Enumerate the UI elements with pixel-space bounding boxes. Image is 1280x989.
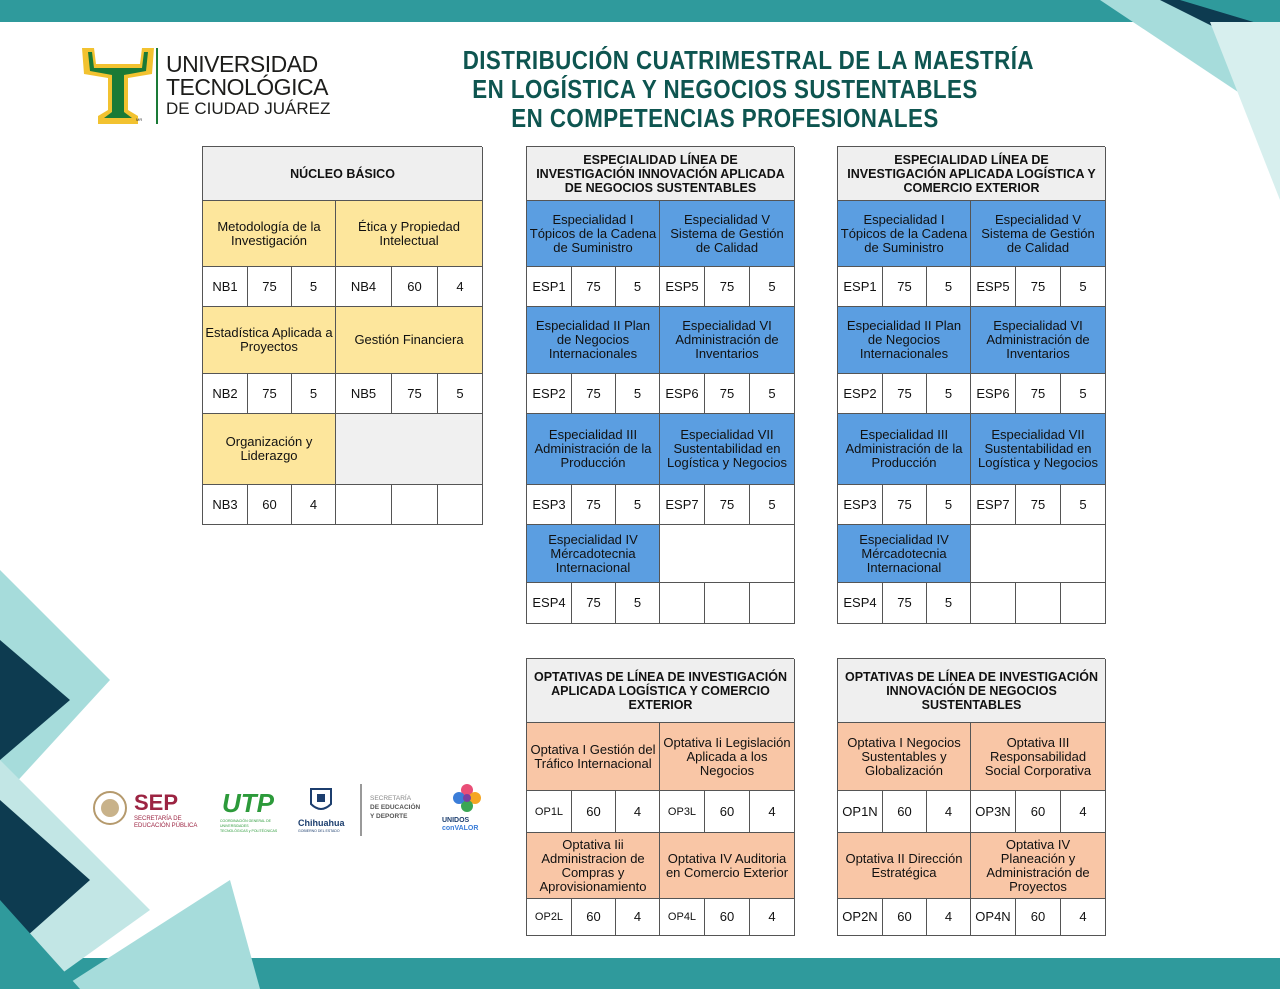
utp-subtitle <box>220 819 300 834</box>
divider <box>360 784 362 836</box>
subject-code: OP1N <box>838 791 883 833</box>
chihuahua-subtitle: GOBIERNO DEL ESTADO <box>298 829 340 833</box>
unidos-line1: UNIDOS <box>442 817 470 824</box>
subject-hours: 60 <box>705 791 750 833</box>
subject-hours: 75 <box>883 374 927 414</box>
subject-code: ESP4 <box>527 583 572 624</box>
subject-credits: 5 <box>750 374 795 414</box>
subject-credits: 5 <box>1061 267 1106 307</box>
subject-code: OP3N <box>971 791 1016 833</box>
subject-hours: 75 <box>572 583 616 624</box>
sec-line2: DE EDUCACIÓN <box>370 804 421 811</box>
subject-cell: Organización y Liderazgo <box>203 414 336 485</box>
page-title <box>462 45 1034 133</box>
subject-credits: 5 <box>927 374 971 414</box>
sep-logo: SEP <box>134 790 179 815</box>
mexico-seal-icon <box>92 790 128 826</box>
subject-code: ESP7 <box>660 485 705 525</box>
subject-cell: Gestión Financiera <box>336 307 483 374</box>
subject-code: OP2N <box>838 899 883 936</box>
subject-credits: 4 <box>927 899 971 936</box>
subject-hours: 75 <box>572 485 616 525</box>
subject-hours: 75 <box>392 374 438 414</box>
subject-hours: 60 <box>1016 791 1061 833</box>
subject-code: OP1L <box>527 791 572 833</box>
subject-hours: 75 <box>1016 267 1061 307</box>
subject-credits: 4 <box>292 485 336 525</box>
optativas-innovacion-table <box>837 658 1105 936</box>
subject-hours: 75 <box>1016 374 1061 414</box>
subject-cell: Especialidad IV Mércadotecnia Internacional <box>838 525 971 583</box>
subject-code: OP4L <box>660 899 705 936</box>
subject-credits: 5 <box>292 267 336 307</box>
footer-logos <box>88 778 508 848</box>
subject-cell: Optativa Iii Administracion de Compras y Aprovisionamiento <box>527 833 660 899</box>
table-header: ESPECIALIDAD LÍNEA DE INVESTIGACIÓN APLICADA LOGÍSTICA Y COMERCIO EXTERIOR <box>838 147 1106 201</box>
empty-cell <box>1061 583 1106 624</box>
subject-code: OP3L <box>660 791 705 833</box>
subject-cell: Especialidad VI Administración de Inventarios <box>660 307 795 374</box>
utp-sub2: TECNOLÓGICAS y POLITÉCNICAS <box>220 829 278 833</box>
empty-cell <box>971 525 1106 583</box>
subject-hours: 75 <box>883 583 927 624</box>
subject-cell: Optativa II Dirección Estratégica <box>838 833 971 899</box>
subject-hours: 60 <box>1016 899 1061 936</box>
subject-cell: Estadística Aplicada a Proyectos <box>203 307 336 374</box>
subject-credits: 5 <box>616 267 660 307</box>
subject-code: ESP5 <box>971 267 1016 307</box>
especialidad-logistica-table <box>837 146 1105 624</box>
subject-hours: 75 <box>572 374 616 414</box>
subject-credits: 4 <box>750 791 795 833</box>
subject-credits: 4 <box>616 899 660 936</box>
subject-credits: 5 <box>1061 485 1106 525</box>
table-header: OPTATIVAS DE LÍNEA DE INVESTIGACIÓN APLICADA LOGÍSTICA Y COMERCIO EXTERIOR <box>527 659 795 723</box>
subject-cell: Especialidad V Sistema de Gestión de Calidad <box>971 201 1106 267</box>
subject-code: NB5 <box>336 374 392 414</box>
subject-credits: 5 <box>438 374 483 414</box>
especialidad-innovacion-table <box>526 146 794 624</box>
subject-credits: 5 <box>1061 374 1106 414</box>
subject-code: ESP2 <box>527 374 572 414</box>
optativas-logistica-table <box>526 658 794 936</box>
unidos-logo <box>442 817 478 833</box>
subject-code: ESP6 <box>971 374 1016 414</box>
subject-code: ESP1 <box>838 267 883 307</box>
subject-cell: Especialidad III Administración de la Producción <box>838 414 971 485</box>
subject-code: NB1 <box>203 267 248 307</box>
table-header: ESPECIALIDAD LÍNEA DE INVESTIGACIÓN INNOVACIÓN APLICADA DE NEGOCIOS SUSTENTABLES <box>527 147 795 201</box>
subject-hours: 75 <box>883 485 927 525</box>
subject-hours: 75 <box>248 374 292 414</box>
empty-cell <box>750 583 795 624</box>
subject-cell: Especialidad III Administración de la Producción <box>527 414 660 485</box>
subject-credits: 5 <box>616 485 660 525</box>
subject-cell: Especialidad II Plan de Negocios Internacionales <box>527 307 660 374</box>
subject-hours: 60 <box>248 485 292 525</box>
subject-hours: 75 <box>705 485 750 525</box>
chihuahua-shield-icon <box>308 786 334 816</box>
subject-cell: Optativa III Responsabilidad Social Corporativa <box>971 723 1106 791</box>
subject-hours: 60 <box>572 791 616 833</box>
subject-credits: 4 <box>616 791 660 833</box>
subject-hours: 60 <box>883 791 927 833</box>
subject-code: ESP5 <box>660 267 705 307</box>
subject-code: NB3 <box>203 485 248 525</box>
subject-hours: 60 <box>392 267 438 307</box>
chihuahua-logo: Chihuahua <box>298 818 345 828</box>
subject-hours: 75 <box>248 267 292 307</box>
subject-credits: 5 <box>927 485 971 525</box>
subject-credits: 5 <box>292 374 336 414</box>
university-line1: UNIVERSIDAD <box>166 51 318 77</box>
sep-sub1: SECRETARÍA DE <box>134 816 182 822</box>
subject-code: OP2L <box>527 899 572 936</box>
subject-code: ESP6 <box>660 374 705 414</box>
subject-hours: 60 <box>705 899 750 936</box>
subject-hours: 75 <box>572 267 616 307</box>
subject-credits: 5 <box>927 267 971 307</box>
subject-code: ESP3 <box>838 485 883 525</box>
subject-credits: 4 <box>927 791 971 833</box>
subject-credits: 4 <box>1061 899 1106 936</box>
subject-cell: Especialidad IV Mércadotecnia Internacional <box>527 525 660 583</box>
subject-cell: Especialidad VII Sustentabilidad en Logística y Negocios <box>660 414 795 485</box>
subject-code: ESP3 <box>527 485 572 525</box>
utp-sub1: COORDINACIÓN GENERAL DE UNIVERSIDADES <box>220 819 272 828</box>
subject-cell: Optativa I Negocios Sustentables y Globalización <box>838 723 971 791</box>
unidos-flower-icon <box>452 782 482 814</box>
title-line2: EN LOGÍSTICA Y NEGOCIOS SUSTENTABLES <box>472 74 978 104</box>
subject-hours: 75 <box>705 374 750 414</box>
subject-hours: 75 <box>1016 485 1061 525</box>
subject-credits: 5 <box>750 267 795 307</box>
title-line1: DISTRIBUCIÓN CUATRIMESTRAL DE LA MAESTRÍA <box>462 45 1034 75</box>
sec-line3: Y DEPORTE <box>370 813 408 820</box>
sep-sub2: EDUCACIÓN PÚBLICA <box>134 823 198 829</box>
registered-mark: MR <box>136 117 143 122</box>
secretaria-logo <box>370 794 420 821</box>
empty-cell <box>392 485 438 525</box>
university-name <box>166 53 330 118</box>
subject-cell: Especialidad VI Administración de Inventarios <box>971 307 1106 374</box>
subject-code: NB4 <box>336 267 392 307</box>
empty-cell <box>705 583 750 624</box>
subject-code: OP4N <box>971 899 1016 936</box>
subject-cell: Metodología de la Investigación <box>203 201 336 267</box>
subject-cell: Optativa IV Auditoria en Comercio Exterior <box>660 833 795 899</box>
subject-code: ESP1 <box>527 267 572 307</box>
table-header: NÚCLEO BÁSICO <box>203 147 483 201</box>
subject-code: NB2 <box>203 374 248 414</box>
university-line3: DE CIUDAD JUÁREZ <box>166 99 331 118</box>
utp-logo: UTP <box>222 788 274 818</box>
empty-cell <box>660 583 705 624</box>
empty-cell <box>660 525 795 583</box>
subject-credits: 4 <box>750 899 795 936</box>
subject-code: ESP4 <box>838 583 883 624</box>
table-header: OPTATIVAS DE LÍNEA DE INVESTIGACIÓN INNOVACIÓN DE NEGOCIOS SUSTENTABLES <box>838 659 1106 723</box>
sec-line1: SECRETARÍA <box>370 795 412 802</box>
university-line2: TECNOLÓGICA <box>166 74 328 100</box>
subject-credits: 5 <box>927 583 971 624</box>
subject-hours: 60 <box>572 899 616 936</box>
subject-code: ESP7 <box>971 485 1016 525</box>
subject-cell: Optativa Ii Legislación Aplicada a los Negocios <box>660 723 795 791</box>
subject-credits: 4 <box>1061 791 1106 833</box>
subject-cell: Especialidad I Tópicos de la Cadena de Suministro <box>527 201 660 267</box>
bull-emblem-icon <box>82 48 154 124</box>
title-line3: EN COMPETENCIAS PROFESIONALES <box>511 103 939 133</box>
empty-cell <box>336 485 392 525</box>
subject-credits: 5 <box>616 583 660 624</box>
subject-credits: 5 <box>750 485 795 525</box>
subject-cell: Optativa IV Planeación y Administración de Proyectos <box>971 833 1106 899</box>
empty-cell <box>1016 583 1061 624</box>
nucleo-basico-table <box>202 146 482 525</box>
subject-cell: Especialidad I Tópicos de la Cadena de Suministro <box>838 201 971 267</box>
empty-cell <box>438 485 483 525</box>
subject-cell: Especialidad V Sistema de Gestión de Calidad <box>660 201 795 267</box>
subject-credits: 5 <box>616 374 660 414</box>
subject-code: ESP2 <box>838 374 883 414</box>
empty-cell <box>336 414 483 485</box>
subject-cell: Especialidad VII Sustentabilidad en Logística y Negocios <box>971 414 1106 485</box>
subject-hours: 75 <box>705 267 750 307</box>
subject-cell: Ética y Propiedad Intelectual <box>336 201 483 267</box>
sep-subtitle <box>134 816 197 830</box>
unidos-line2: conVALOR <box>442 825 479 832</box>
subject-hours: 75 <box>883 267 927 307</box>
subject-cell: Optativa I Gestión del Tráfico Internacional <box>527 723 660 791</box>
subject-credits: 4 <box>438 267 483 307</box>
subject-cell: Especialidad II Plan de Negocios Internacionales <box>838 307 971 374</box>
subject-hours: 60 <box>883 899 927 936</box>
empty-cell <box>971 583 1016 624</box>
